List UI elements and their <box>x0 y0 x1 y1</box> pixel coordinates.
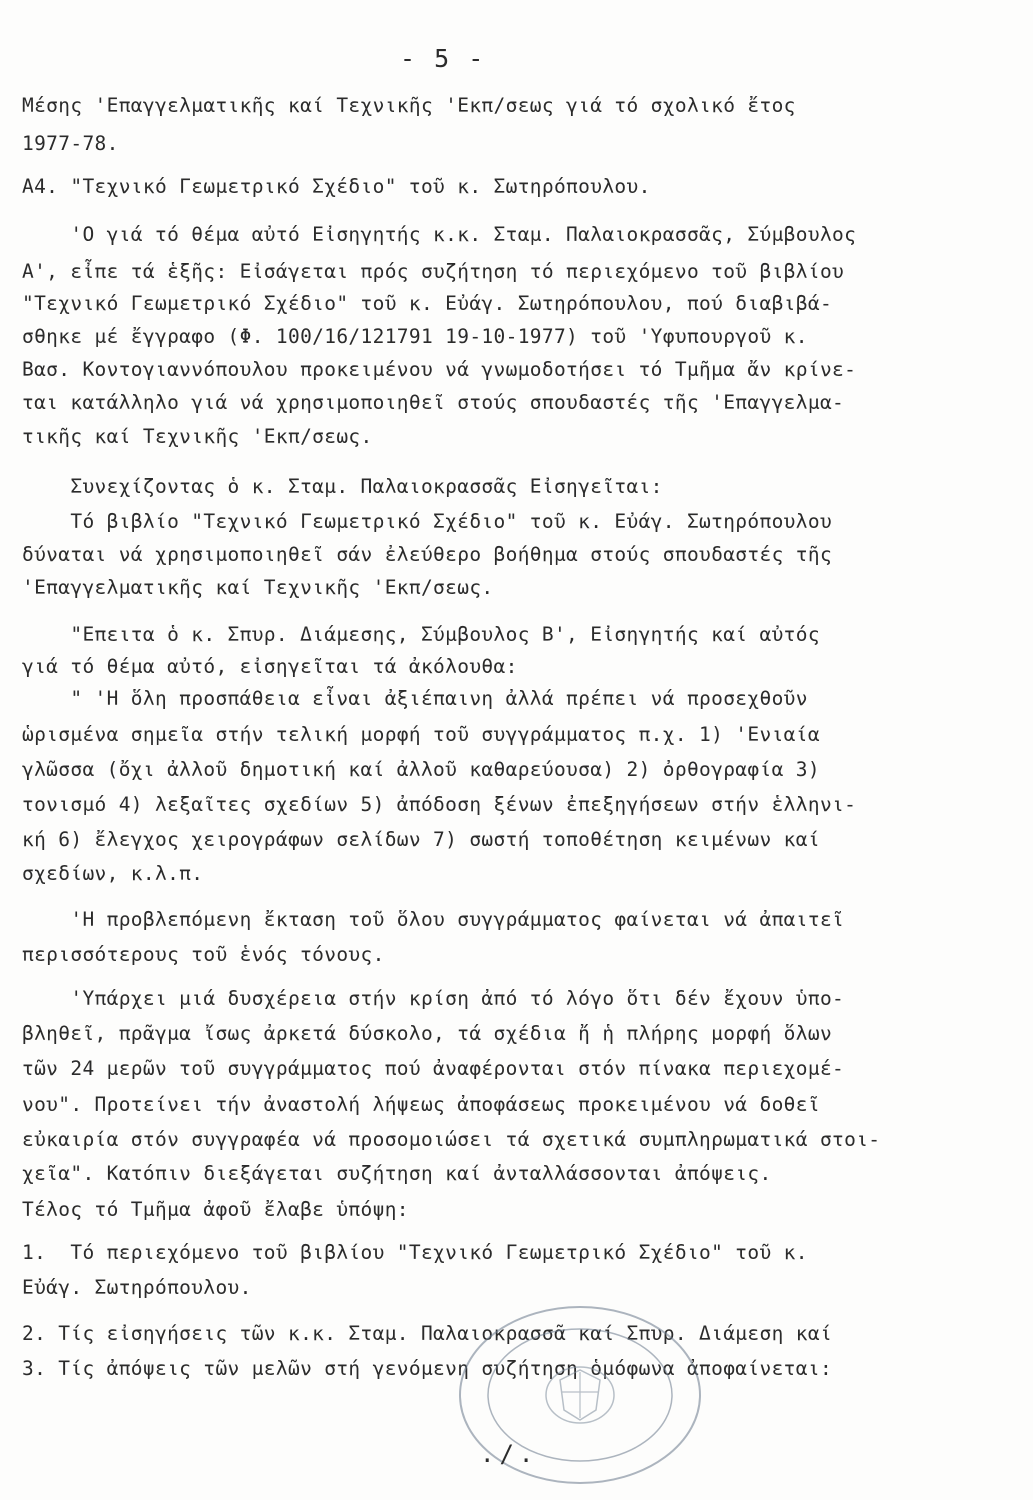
text-line: "Τεχνικό Γεωμετρικό Σχέδιο" τοῦ κ. Εὐάγ. Σωτηρόπουλου, πού διαβιβά- <box>22 292 833 315</box>
text-line: κή 6) ἔλεγχος χειρογράφων σελίδων 7) σωστή τοποθέτηση κειμένων καί <box>22 828 820 851</box>
continuation-mark: ./. <box>480 1440 539 1468</box>
text-line: Εὐάγ. Σωτηρόπουλου. <box>22 1276 252 1299</box>
text-line: Α', εἶπε τά ἑξῆς: Εἰσάγεται πρός συζήτηση τό περιεχόμενο τοῦ βιβλίου <box>22 260 845 283</box>
text-line: εὐκαιρία στόν συγγραφέα νά προσομοιώσει τά σχετικά συμπληρωματικά στοι- <box>22 1128 881 1151</box>
text-line: 1977-78. <box>22 132 119 155</box>
text-line: 'Υπάρχει μιά δυσχέρεια στήν κρίση ἀπό τό λόγο ὅτι δέν ἔχουν ὑπο- <box>22 987 845 1010</box>
text-line: 'Η προβλεπόμενη ἔκταση τοῦ ὅλου συγγράμματος φαίνεται νά ἀπαιτεῖ <box>22 908 845 931</box>
text-line: ὡρισμένα σημεῖα στήν τελική μορφή τοῦ συγγράμματος π.χ. 1) 'Ενιαία <box>22 723 820 746</box>
text-line: δύναται νά χρησιμοποιηθεῖ σάν ἐλεύθερο βοήθημα στούς σπουδαστές τῆς <box>22 543 833 566</box>
text-line: Α4. "Τεχνικό Γεωμετρικό Σχέδιο" τοῦ κ. Σωτηρόπουλου. <box>22 175 651 198</box>
text-line: 'Ο γιά τό θέμα αὐτό Εἰσηγητής κ.κ. Σταμ. Παλαιοκρασσᾶς, Σύμβουλος <box>22 223 857 246</box>
text-line: γλῶσσα (ὄχι ἀλλοῦ δημοτική καί ἀλλοῦ καθαρεύουσα) 2) ὀρθογραφία 3) <box>22 758 820 781</box>
text-line: Συνεχίζοντας ὁ κ. Σταμ. Παλαιοκρασσᾶς Εἰσηγεῖται: <box>22 475 663 498</box>
page-number: - 5 - <box>400 44 486 73</box>
text-line: τικῆς καί Τεχνικῆς 'Εκπ/σεως. <box>22 425 373 448</box>
text-line: χεῖα". Κατόπιν διεξάγεται συζήτηση καί ἀνταλλάσσονται ἀπόψεις. <box>22 1162 772 1185</box>
text-line: νου". Προτείνει τήν ἀναστολή λήψεως ἀποφάσεως προκειμένου νά δοθεῖ <box>22 1093 820 1116</box>
text-line: " 'Η ὅλη προσπάθεια εἶναι ἀξιέπαινη ἀλλά πρέπει νά προσεχθοῦν <box>22 687 808 710</box>
text-line: 3. Τίς ἀπόψεις τῶν μελῶν στή γενόμενη συζήτηση ὁμόφωνα ἀποφαίνεται: <box>22 1357 833 1380</box>
text-line: σθηκε μέ ἔγγραφο (Φ. 100/16/121791 19-10-1977) τοῦ 'Υφυπουργοῦ κ. <box>22 325 808 348</box>
text-line: βληθεῖ, πρᾶγμα ἴσως ἀρκετά δύσκολο, τά σχέδια ἤ ἡ πλήρης μορφή ὅλων <box>22 1022 833 1045</box>
text-line: τονισμό 4) λεξαῖτες σχεδίων 5) ἀπόδοση ξένων ἐπεξηγήσεων στήν ἑλληνι- <box>22 793 857 816</box>
text-line: Μέσης 'Επαγγελματικῆς καί Τεχνικῆς 'Εκπ/σεως γιά τό σχολικό ἔτος <box>22 94 796 117</box>
text-line: Τέλος τό Τμῆμα ἀφοῦ ἔλαβε ὑπόψη: <box>22 1198 409 1221</box>
text-line: ται κατάλληλο γιά νά χρησιμοποιηθεῖ στούς σπουδαστές τῆς 'Επαγγελμα- <box>22 391 845 414</box>
text-line: γιά τό θέμα αὐτό, εἰσηγεῖται τά ἀκόλουθα: <box>22 655 518 678</box>
text-line: περισσότερους τοῦ ἑνός τόνους. <box>22 943 385 966</box>
text-line: σχεδίων, κ.λ.π. <box>22 862 204 885</box>
text-line: τῶν 24 μερῶν τοῦ συγγράμματος πού ἀναφέρονται στόν πίνακα περιεχομέ- <box>22 1057 845 1080</box>
text-line: 'Επαγγελματικῆς καί Τεχνικῆς 'Εκπ/σεως. <box>22 576 494 599</box>
text-line: 1. Τό περιεχόμενο τοῦ βιβλίου "Τεχνικό Γεωμετρικό Σχέδιο" τοῦ κ. <box>22 1241 808 1264</box>
text-line: Τό βιβλίο "Τεχνικό Γεωμετρικό Σχέδιο" τοῦ κ. Εὐάγ. Σωτηρόπουλου <box>22 510 833 533</box>
text-line: "Επειτα ὁ κ. Σπυρ. Διάμεσης, Σύμβουλος Β', Εἰσηγητής καί αὐτός <box>22 623 820 646</box>
text-line: 2. Τίς εἰσηγήσεις τῶν κ.κ. Σταμ. Παλαιοκρασσᾶ καί Σπυρ. Διάμεση καί <box>22 1322 833 1345</box>
text-line: Βασ. Κοντογιαννόπουλου προκειμένου νά γνωμοδοτήσει τό Τμῆμα ἄν κρίνε- <box>22 358 857 381</box>
